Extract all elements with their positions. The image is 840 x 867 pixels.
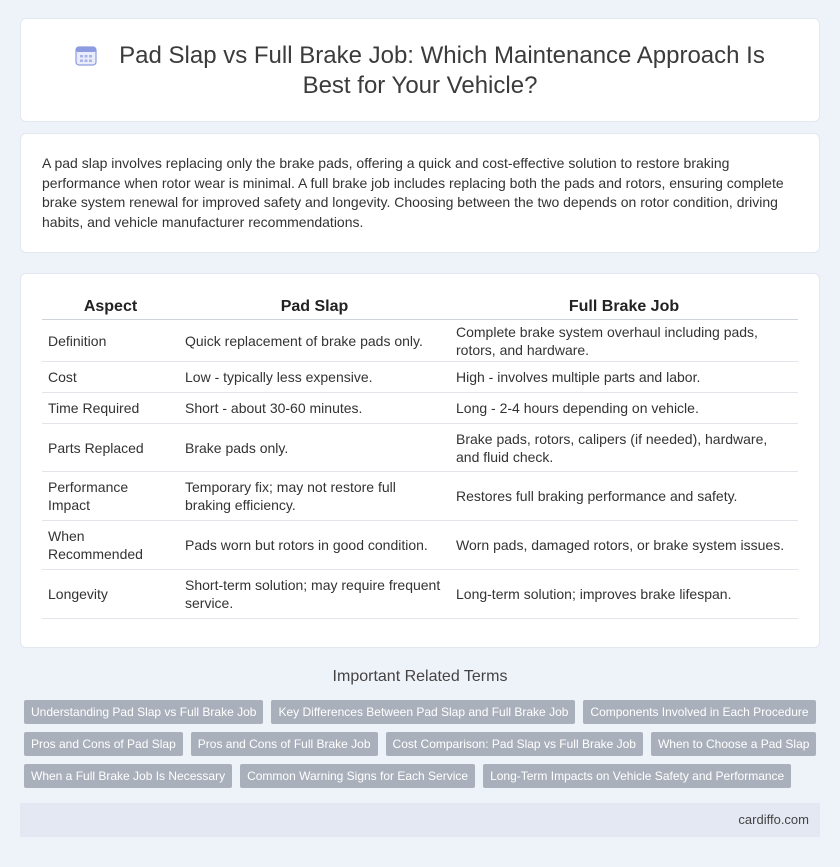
related-terms-list	[24, 700, 824, 796]
cell-pad-slap: Short - about 30-60 minutes.	[179, 393, 450, 424]
cell-full-brake-job: Long-term solution; improves brake lifespan.	[450, 570, 798, 619]
cell-aspect: When Recommended	[42, 521, 179, 570]
related-term-tag[interactable]: Key Differences Between Pad Slap and Full Brake Job	[271, 700, 575, 724]
related-term-tag[interactable]: Understanding Pad Slap vs Full Brake Job	[24, 700, 263, 724]
table-row	[42, 362, 798, 393]
footer-site-link[interactable]: cardiffo.com	[738, 812, 809, 827]
table-row	[42, 424, 798, 472]
related-term-tag[interactable]: When to Choose a Pad Slap	[651, 732, 816, 756]
comparison-table-card	[20, 273, 820, 648]
table-row	[42, 472, 798, 521]
related-term-tag[interactable]: Common Warning Signs for Each Service	[240, 764, 475, 788]
page-title-text: Pad Slap vs Full Brake Job: Which Maintenance Approach Is Best for Your Vehicle?	[119, 42, 765, 99]
calendar-icon	[75, 44, 97, 66]
related-term-tag[interactable]: When a Full Brake Job Is Necessary	[24, 764, 232, 788]
cell-aspect: Performance Impact	[42, 472, 179, 521]
related-term-tag[interactable]: Pros and Cons of Pad Slap	[24, 732, 183, 756]
header-pad-slap: Pad Slap	[179, 295, 450, 320]
cell-aspect: Cost	[42, 362, 179, 393]
comparison-table	[42, 295, 798, 619]
cell-aspect: Time Required	[42, 393, 179, 424]
related-terms-heading: Important Related Terms	[332, 668, 508, 685]
header-full-brake-job: Full Brake Job	[450, 295, 798, 320]
related-term-tag[interactable]: Components Involved in Each Procedure	[583, 700, 815, 724]
cell-full-brake-job: High - involves multiple parts and labor.	[450, 362, 798, 393]
title-card	[20, 18, 820, 122]
table-row	[42, 320, 798, 362]
cell-pad-slap: Quick replacement of brake pads only.	[179, 320, 450, 362]
related-term-tag[interactable]: Cost Comparison: Pad Slap vs Full Brake Job	[386, 732, 643, 756]
cell-full-brake-job: Complete brake system overhaul including pads, rotors, and hardware.	[450, 320, 798, 362]
table-header-row	[42, 295, 798, 320]
cell-pad-slap: Temporary fix; may not restore full braking efficiency.	[179, 472, 450, 521]
cell-pad-slap: Brake pads only.	[179, 424, 450, 472]
cell-pad-slap: Low - typically less expensive.	[179, 362, 450, 393]
cell-aspect: Definition	[42, 320, 179, 362]
cell-full-brake-job: Brake pads, rotors, calipers (if needed), hardware, and fluid check.	[450, 424, 798, 472]
page-title	[51, 41, 789, 101]
header-aspect: Aspect	[42, 295, 179, 320]
intro-paragraph: A pad slap involves replacing only the brake pads, offering a quick and cost-effective solution to restore braking performance when rotor wear is minimal. A full brake job includes replacing both the pads and rotors, ensuring complete brake system renewal for improved safety and longevity. Choosing between the two depends on rotor condition, driving habits, and vehicle manufacturer recommendations.	[42, 155, 784, 230]
footer	[20, 803, 820, 837]
table-row	[42, 521, 798, 570]
related-term-tag[interactable]: Pros and Cons of Full Brake Job	[191, 732, 378, 756]
intro-card	[20, 133, 820, 253]
cell-aspect: Parts Replaced	[42, 424, 179, 472]
cell-aspect: Longevity	[42, 570, 179, 619]
cell-full-brake-job: Long - 2-4 hours depending on vehicle.	[450, 393, 798, 424]
table-row	[42, 570, 798, 619]
cell-full-brake-job: Restores full braking performance and safety.	[450, 472, 798, 521]
cell-pad-slap: Pads worn but rotors in good condition.	[179, 521, 450, 570]
table-row	[42, 393, 798, 424]
cell-full-brake-job: Worn pads, damaged rotors, or brake system issues.	[450, 521, 798, 570]
cell-pad-slap: Short-term solution; may require frequent service.	[179, 570, 450, 619]
related-term-tag[interactable]: Long-Term Impacts on Vehicle Safety and Performance	[483, 764, 791, 788]
